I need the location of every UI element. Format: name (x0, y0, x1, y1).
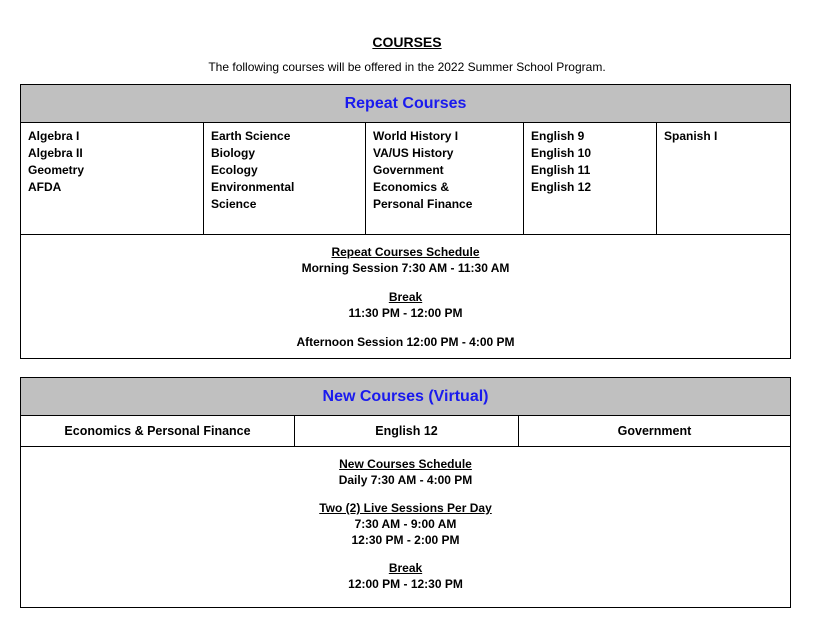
repeat-column-science (204, 123, 366, 235)
live-session-1: 7:30 AM - 9:00 AM (354, 517, 457, 531)
course-item: Earth Science (211, 129, 291, 143)
break-title: Break (388, 290, 423, 304)
course-item: Algebra II (28, 146, 83, 160)
course-item: Environmental (211, 180, 295, 194)
course-item: Science (211, 197, 257, 211)
course-item: Biology (211, 146, 255, 160)
morning-session: Morning Session 7:30 AM - 11:30 AM (301, 261, 510, 275)
repeat-column-history (366, 123, 524, 235)
repeat-column-language (657, 123, 791, 235)
course-item: Spanish I (664, 129, 718, 143)
course-item: English 12 (531, 180, 592, 194)
repeat-courses-header: Repeat Courses (21, 85, 791, 123)
daily-hours: Daily 7:30 AM - 4:00 PM (338, 473, 473, 487)
course-item: Algebra I (28, 129, 80, 143)
live-sessions-title: Two (2) Live Sessions Per Day (319, 501, 492, 515)
schedule-title: New Courses Schedule (339, 457, 472, 471)
course-item: Geometry (28, 163, 85, 177)
course-item: VA/US History (373, 146, 454, 160)
repeat-schedule (21, 235, 791, 359)
new-courses-header: New Courses (Virtual) (21, 378, 791, 416)
course-item: Ecology (211, 163, 258, 177)
course-item: English 10 (531, 146, 592, 160)
course-item: Economics & (373, 180, 450, 194)
afternoon-session: Afternoon Session 12:00 PM - 4:00 PM (296, 335, 515, 349)
repeat-column-math (21, 123, 204, 235)
course-item: English 9 (531, 129, 585, 143)
repeat-courses-table (20, 84, 791, 359)
repeat-column-english (524, 123, 657, 235)
break-title: Break (388, 561, 423, 575)
course-item: Government (373, 163, 444, 177)
schedule-title: Repeat Courses Schedule (331, 245, 480, 259)
new-course-government: Government (519, 416, 791, 447)
course-item: World History I (373, 129, 459, 143)
break-time: 12:00 PM - 12:30 PM (348, 577, 463, 591)
break-time: 11:30 PM - 12:00 PM (348, 306, 463, 320)
document-subtitle: The following courses will be offered in the 2022 Summer School Program. (208, 60, 606, 74)
course-item: AFDA (28, 180, 62, 194)
live-session-2: 12:30 PM - 2:00 PM (351, 533, 460, 547)
course-item: Personal Finance (373, 197, 473, 211)
new-courses-table (20, 377, 791, 608)
new-course-economics: Economics & Personal Finance (21, 416, 295, 447)
course-item: English 11 (531, 163, 591, 177)
new-schedule (21, 447, 791, 608)
new-course-english: English 12 (295, 416, 519, 447)
document-title: COURSES (372, 34, 442, 50)
